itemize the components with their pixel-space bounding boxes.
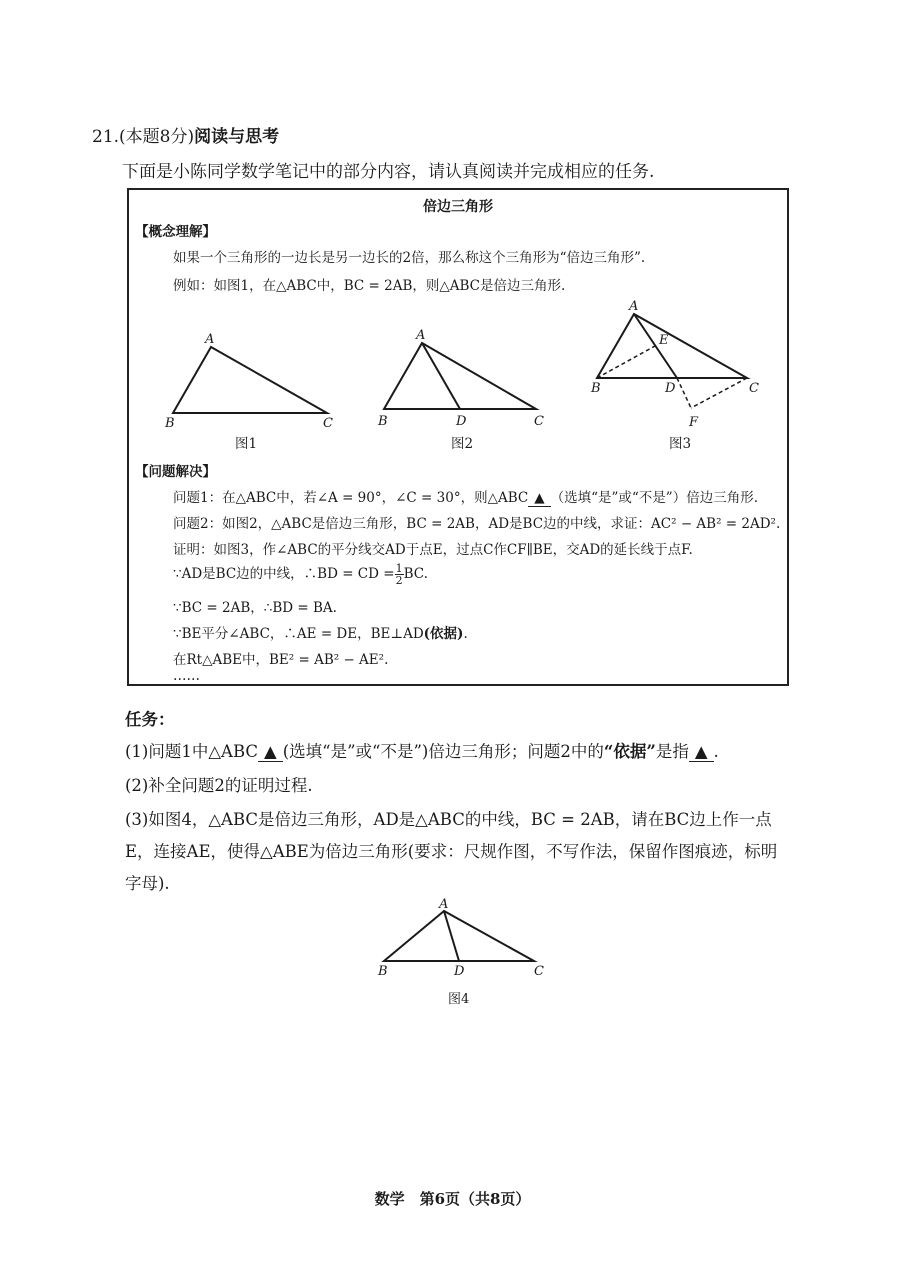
page-footer: 数学 第6页（共8页） [374,1190,531,1208]
proof-line-6: …… [173,668,200,684]
extension-df [677,378,691,408]
proof-line-5: 在Rt△ABE中，BE² = AB² − AE². [173,652,389,668]
concept-line-1: 如果一个三角形的一边长是另一边长的2倍，那么称这个三角形为“倍边三角形”. [173,250,646,266]
task-1-text: (1)问题1中△ABC [125,742,259,761]
question-header [92,122,279,147]
proof-basis: (依据) [423,626,464,642]
fig3-label-a: A [629,299,639,314]
fig1-label-a: A [205,332,215,347]
triangle-abc [384,911,534,961]
question-intro: 下面是小陈同学数学笔记中的部分内容，请认真阅读并完成相应的任务. [122,162,655,182]
problem-1-tail: （选填“是”或“不是”）倍边三角形. [550,490,758,506]
proof-line-1: 证明：如图3，作∠ABC的平分线交AD于点E，过点C作CF∥BE，交AD的延长线于点F. [173,542,693,558]
task-3-line-1: (3)如图4，△ABC是倍边三角形，AD是△ABC的中线，BC = 2AB，请在BC边上作一点 [125,810,772,829]
note-title: 倍边三角形 [423,199,493,215]
task-1-blank-1: ▲ [258,742,283,762]
fig1-label-b: B [165,416,175,431]
proof-line-3: ∵BC = 2AB，∴BD = BA. [173,600,337,616]
figure-2-diagram [374,325,554,445]
fraction-numerator: 1 [395,562,403,575]
fraction-denominator: 2 [395,574,403,587]
figure-1-caption: 图1 [235,436,258,452]
triangle-abc [384,343,536,409]
figure-3-caption: 图3 [669,436,692,452]
task-1-blank-2: ▲ [689,742,714,762]
fig2-label-c: C [534,414,544,429]
concept-heading: 【概念理解】 [135,224,216,240]
problem-1-blank: ▲ [528,490,550,507]
task-1-mid-2: 是指 [655,742,689,761]
fig4-label-a: A [439,897,449,912]
fig2-label-d: D [456,414,467,429]
fig4-label-b: B [378,964,388,979]
fig3-label-e: E [659,333,669,348]
figure-3 [589,296,779,436]
fig2-label-a: A [416,328,426,343]
proof-line-2-text: ∵AD是BC边的中线，∴BD = CD = [173,566,395,582]
fig3-label-f: F [689,415,699,430]
proof-line-4 [173,622,468,642]
fig3-label-b: B [591,381,601,396]
fig3-label-d: D [665,381,676,396]
fig4-label-c: C [534,964,544,979]
figure-4-caption: 图4 [448,992,470,1007]
proof-line-2-tail: BC. [403,566,428,582]
concept-line-2: 例如：如图1，在△ABC中，BC = 2AB，则△ABC是倍边三角形. [173,278,566,294]
figure-3-diagram [589,296,779,436]
note-box [127,188,789,686]
proof-line-2 [173,562,428,586]
median-ad [634,314,677,378]
figure-4-diagram [372,893,552,988]
figure-1-diagram [159,325,339,445]
question-score: (本题8分) [119,127,195,147]
problem-2: 问题2：如图2，△ABC是倍边三角形，BC = 2AB，AD是BC边的中线，求证：AC² − AB² = 2AD². [173,516,781,532]
question-number: 21. [92,127,120,147]
question-title: 阅读与思考 [194,127,280,147]
figure-1 [159,325,339,445]
solve-heading: 【问题解决】 [135,464,216,480]
fig4-label-d: D [454,964,465,979]
task-3-line-3: 字母). [125,874,170,893]
problem-1-text: 问题1：在△ABC中，若∠A = 90°，∠C = 30°，则△ABC [173,490,529,506]
fig3-label-c: C [749,381,759,396]
tasks-heading: 任务： [125,710,175,729]
proof-line-4-tail: . [463,626,468,642]
parallel-cf [691,378,747,408]
figure-4 [372,893,552,988]
fig1-label-c: C [323,416,333,431]
task-1-tail: . [713,742,719,761]
fraction-half [395,563,404,586]
task-1-mid: (选填“是”或“不是”)倍边三角形；问题2中的 [282,742,604,761]
problem-1 [173,486,758,507]
task-1 [125,738,719,762]
fig2-label-b: B [378,414,388,429]
task-2: (2)补全问题2的证明过程. [125,776,313,795]
proof-line-4-text: ∵BE平分∠ABC，∴AE = DE，BE⊥AD [173,626,424,642]
task-3-line-2: E，连接AE，使得△ABE为倍边三角形(要求：尺规作图，不写作法，保留作图痕迹，标明 [125,842,778,861]
task-1-basis: “依据” [603,742,656,761]
figure-2-caption: 图2 [451,436,474,452]
figure-2 [374,325,554,445]
triangle-abc [173,347,327,413]
triangle-abc [597,314,747,378]
